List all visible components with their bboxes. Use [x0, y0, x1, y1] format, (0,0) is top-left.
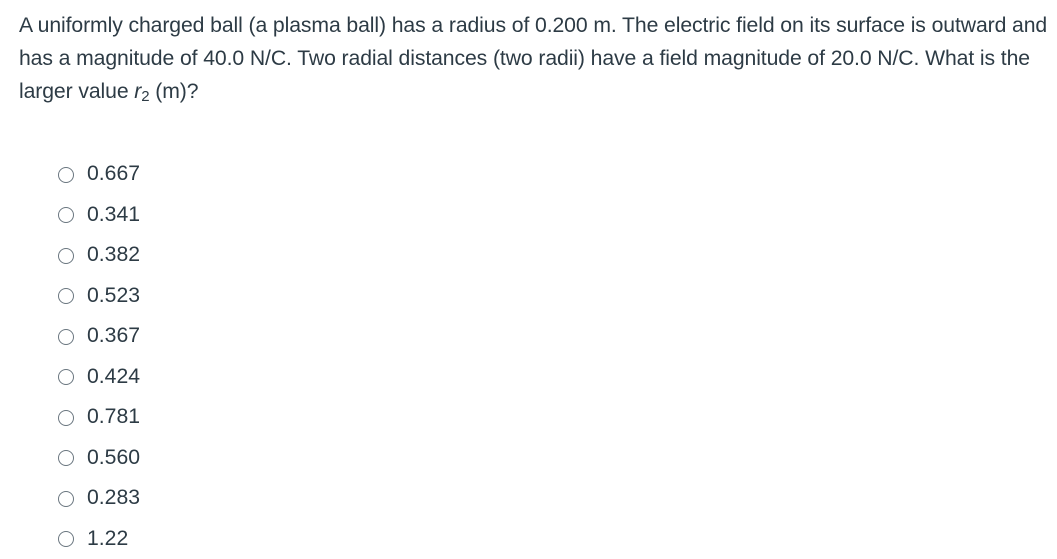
answer-label: 0.283	[87, 485, 140, 511]
answer-label: 0.367	[87, 323, 140, 349]
question-text	[19, 9, 1054, 108]
answer-option[interactable]	[58, 316, 140, 357]
radio-button[interactable]	[58, 167, 74, 183]
answer-label: 0.560	[87, 445, 140, 471]
answer-option[interactable]	[58, 478, 140, 519]
answer-list	[58, 154, 140, 559]
radio-button[interactable]	[58, 207, 74, 223]
answer-option[interactable]	[58, 276, 140, 317]
answer-option[interactable]	[58, 397, 140, 438]
radio-button[interactable]	[58, 491, 74, 507]
answer-option[interactable]	[58, 154, 140, 195]
answer-label: 0.424	[87, 364, 140, 390]
answer-option[interactable]	[58, 438, 140, 479]
question-variable: r	[134, 80, 141, 103]
answer-label: 0.523	[87, 283, 140, 309]
answer-label: 0.341	[87, 202, 140, 228]
radio-button[interactable]	[58, 369, 74, 385]
radio-button[interactable]	[58, 248, 74, 264]
question-body: A uniformly charged ball (a plasma ball) has a radius of 0.200 m. The electric field on its surface is outward and has a magnitude of 40.0 N/C. Two radial distances (two radii) have a field magnitude of 20.0 N/C. What is the larger value	[19, 14, 1047, 103]
answer-label: 0.781	[87, 404, 140, 430]
answer-label: 0.382	[87, 242, 140, 268]
answer-label: 1.22	[87, 526, 128, 552]
answer-option[interactable]	[58, 235, 140, 276]
radio-button[interactable]	[58, 329, 74, 345]
answer-option[interactable]	[58, 357, 140, 398]
radio-button[interactable]	[58, 531, 74, 547]
question-unit: (m)?	[150, 80, 199, 103]
radio-button[interactable]	[58, 288, 74, 304]
radio-button[interactable]	[58, 410, 74, 426]
question-variable-subscript: 2	[141, 88, 149, 105]
answer-label: 0.667	[87, 161, 140, 187]
radio-button[interactable]	[58, 450, 74, 466]
answer-option[interactable]	[58, 195, 140, 236]
